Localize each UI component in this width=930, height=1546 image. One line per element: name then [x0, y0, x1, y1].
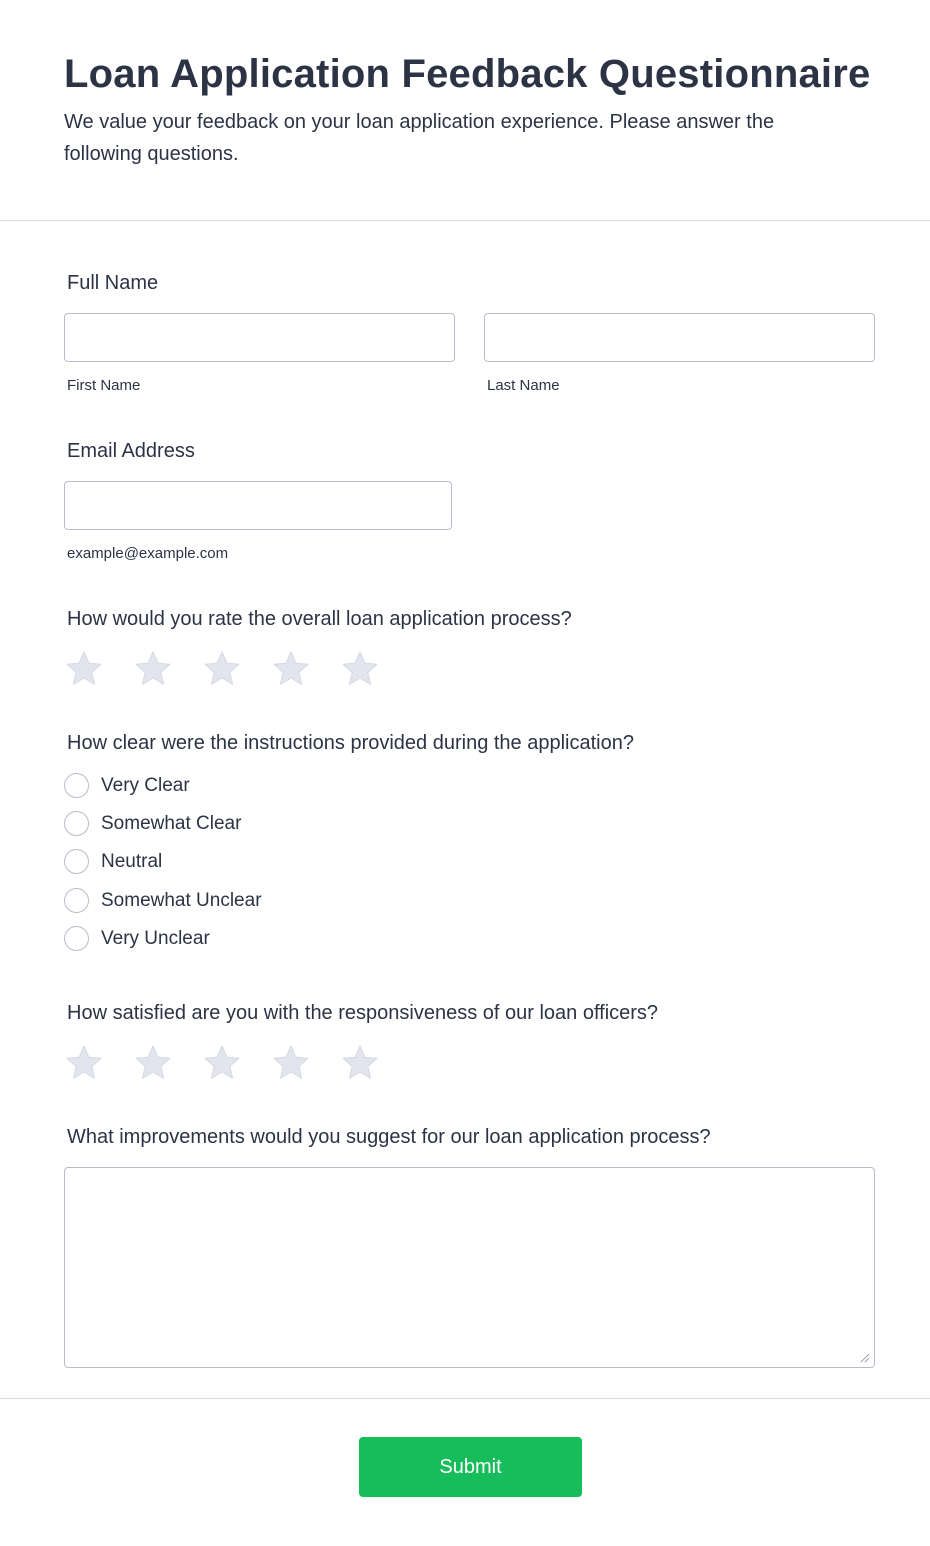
page-title: Loan Application Feedback Questionnaire — [64, 52, 871, 96]
radio-circle[interactable] — [64, 773, 89, 798]
radio-circle[interactable] — [64, 888, 89, 913]
star-icon[interactable] — [202, 1043, 242, 1083]
radio-neutral[interactable] — [64, 849, 162, 874]
submit-button[interactable]: Submit — [359, 1437, 582, 1497]
improvements-question: What improvements would you suggest for our loan application process? — [67, 1126, 711, 1148]
star-icon[interactable] — [340, 1043, 380, 1083]
radio-circle[interactable] — [64, 926, 89, 951]
radio-label: Somewhat Unclear — [101, 889, 262, 911]
star-icon[interactable] — [340, 649, 380, 689]
overall-rating-question: How would you rate the overall loan application process? — [67, 608, 572, 630]
officers-rating-question: How satisfied are you with the responsiveness of our loan officers? — [67, 1002, 659, 1024]
radio-somewhat-clear[interactable] — [64, 811, 241, 836]
radio-somewhat-unclear[interactable] — [64, 888, 262, 913]
first-name-input[interactable] — [64, 313, 455, 362]
page-subtitle: We value your feedback on your loan application experience. Please answer the following questions. — [64, 111, 775, 165]
officers-rating-stars — [64, 1043, 409, 1083]
radio-very-clear[interactable] — [64, 773, 190, 798]
overall-rating-stars — [64, 649, 409, 689]
last-name-input[interactable] — [484, 313, 875, 362]
radio-label: Neutral — [101, 850, 163, 872]
clarity-question: How clear were the instructions provided during the application? — [67, 732, 634, 754]
full-name-label: Full Name — [67, 272, 159, 294]
radio-circle[interactable] — [64, 811, 89, 836]
star-icon[interactable] — [271, 1043, 311, 1083]
star-icon[interactable] — [271, 649, 311, 689]
last-name-sublabel: Last Name — [487, 377, 560, 394]
radio-circle[interactable] — [64, 849, 89, 874]
form-header — [0, 0, 930, 221]
email-input[interactable] — [64, 481, 452, 530]
email-label: Email Address — [67, 440, 195, 462]
star-icon[interactable] — [133, 1043, 173, 1083]
star-icon[interactable] — [133, 649, 173, 689]
radio-label: Very Unclear — [101, 927, 210, 949]
star-icon[interactable] — [64, 649, 104, 689]
star-icon[interactable] — [202, 649, 242, 689]
star-icon[interactable] — [64, 1043, 104, 1083]
first-name-sublabel: First Name — [67, 377, 141, 394]
improvements-textarea[interactable] — [64, 1167, 875, 1368]
resize-handle-icon[interactable] — [858, 1351, 870, 1363]
radio-very-unclear[interactable] — [64, 926, 210, 951]
email-sublabel: example@example.com — [67, 545, 229, 562]
radio-label: Somewhat Clear — [101, 812, 242, 834]
radio-label: Very Clear — [101, 774, 190, 796]
